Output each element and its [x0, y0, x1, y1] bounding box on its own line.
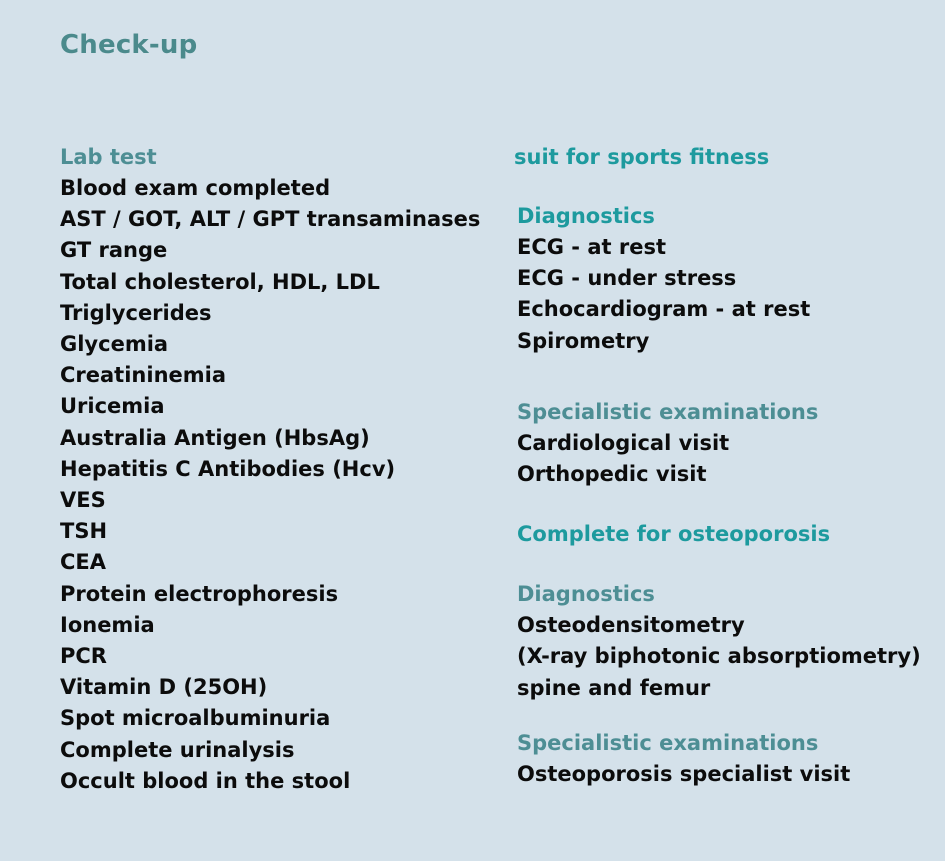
- osteoporosis-specialistic-heading: Specialistic examinations: [517, 730, 819, 755]
- sports-specialistic-heading: Specialistic examinations: [517, 399, 819, 424]
- sports-specialistic-list: [517, 428, 934, 490]
- list-item: Uricemia: [60, 394, 165, 419]
- osteoporosis-specialistic-list: [517, 759, 934, 790]
- list-item: Complete urinalysis: [60, 737, 295, 762]
- list-item: Blood exam completed: [60, 176, 331, 200]
- lab-test-heading: Lab test: [60, 145, 157, 169]
- page-title: Check-up: [60, 30, 198, 60]
- list-item: AST / GOT, ALT / GPT transaminases: [60, 207, 481, 232]
- list-item: Osteodensitometry: [517, 613, 745, 638]
- osteoporosis-section: [514, 519, 934, 550]
- list-item: Creatininemia: [60, 363, 227, 388]
- sports-diagnostics-heading: Diagnostics: [517, 204, 655, 228]
- list-item: Spirometry: [517, 328, 650, 353]
- list-item: Orthopedic visit: [517, 462, 707, 487]
- list-item: PCR: [60, 644, 107, 669]
- list-item: TSH: [60, 519, 108, 544]
- sports-fitness-title: suit for sports fitness: [514, 145, 770, 169]
- list-item: Osteoporosis specialist visit: [517, 761, 851, 786]
- list-item: Occult blood in the stool: [60, 768, 351, 793]
- lab-test-column: [60, 142, 500, 797]
- list-item: Cardiological visit: [517, 430, 730, 455]
- list-item: CEA: [60, 550, 107, 575]
- osteoporosis-diagnostics-list: [517, 610, 934, 704]
- list-item: ECG - at rest: [517, 235, 666, 259]
- osteoporosis-title: Complete for osteoporosis: [517, 522, 831, 547]
- list-item: spine and femur: [517, 675, 711, 700]
- osteoporosis-diagnostics-heading: Diagnostics: [517, 582, 655, 607]
- sports-specialistic-section: [514, 397, 934, 490]
- packages-column: [514, 142, 934, 790]
- list-item: Echocardiogram - at rest: [517, 297, 811, 322]
- sports-diagnostics-list: [517, 232, 934, 357]
- lab-test-list: [60, 173, 500, 797]
- list-item: (X-ray biphotonic absorptiometry): [517, 644, 921, 669]
- list-item: Australia Antigen (HbsAg): [60, 425, 370, 450]
- list-item: Ionemia: [60, 612, 155, 637]
- list-item: Triglycerides: [60, 300, 212, 325]
- sports-diagnostics-section: [514, 201, 934, 357]
- list-item: Glycemia: [60, 332, 169, 357]
- osteoporosis-diagnostics-section: [514, 579, 934, 704]
- list-item: GT range: [60, 238, 168, 263]
- list-item: ECG - under stress: [517, 266, 737, 291]
- list-item: Spot microalbuminuria: [60, 706, 331, 731]
- list-item: Total cholesterol, HDL, LDL: [60, 269, 380, 294]
- osteoporosis-specialistic-section: [514, 728, 934, 790]
- list-item: VES: [60, 488, 106, 513]
- list-item: Hepatitis C Antibodies (Hcv): [60, 456, 396, 481]
- list-item: Protein electrophoresis: [60, 581, 339, 606]
- list-item: Vitamin D (25OH): [60, 675, 268, 700]
